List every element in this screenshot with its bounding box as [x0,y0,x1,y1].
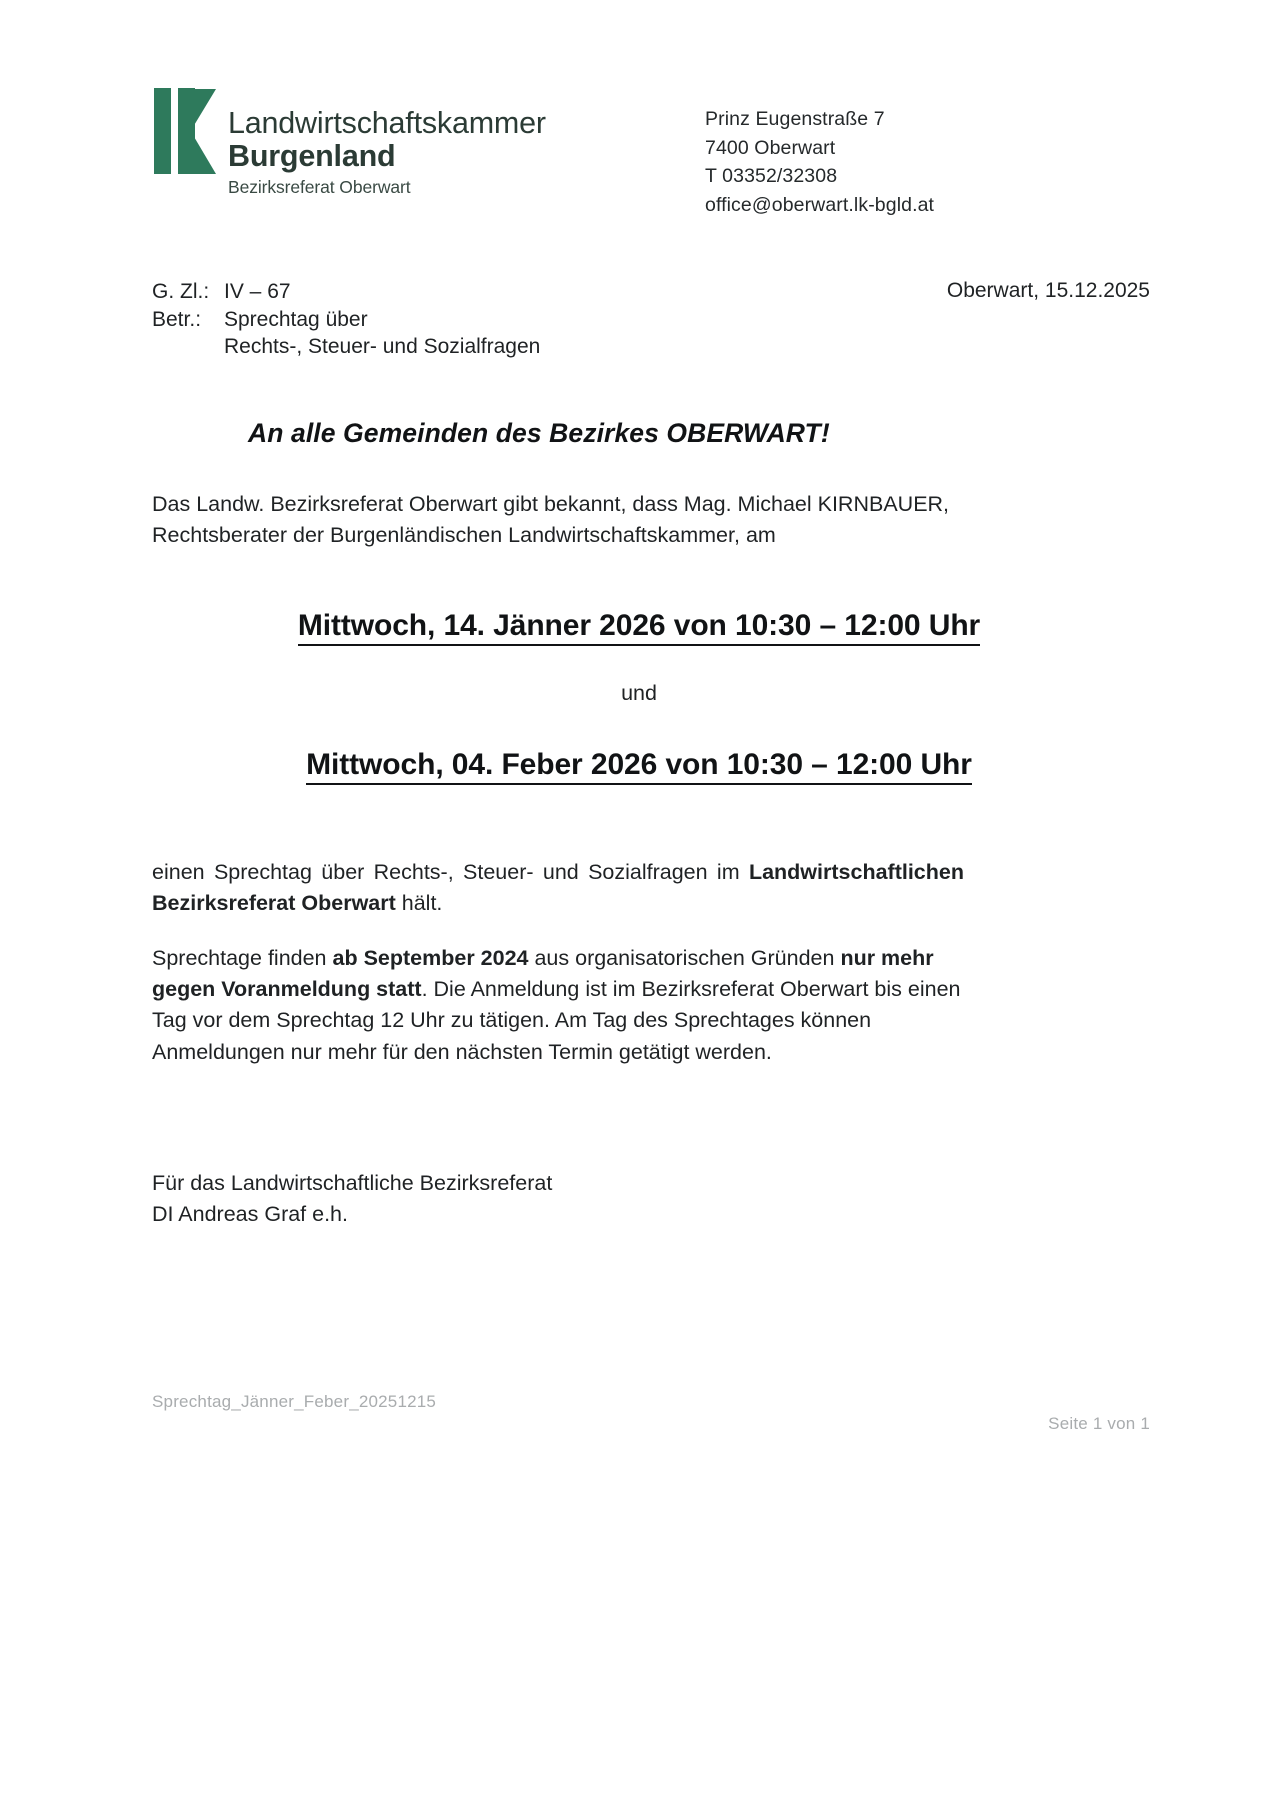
body-p2-text-2: aus organisatorischen Gründen [528,946,841,970]
body-p1-text-1: einen Sprechtag über Rechts-, Steuer- und Sozialfragen im [152,860,749,884]
body-p1-text-2: hält. [395,891,443,916]
reference-number-label: G. Zl.: [152,280,210,303]
logo-line-2: Burgenland [228,138,396,173]
logo-wordmark [228,88,546,197]
intro-line-2: Rechtsberater der Burgenländischen Landwirtschaftskammer, am [152,523,776,548]
organization-logo [152,88,546,197]
address-street: Prinz Eugenstraße 7 [705,108,885,130]
signature-block [152,1168,552,1229]
conjunction-und: und [621,681,657,705]
subject-line-1: Sprechtag über [224,307,368,331]
subject-label: Betr.: [152,307,202,331]
body-p1-bold-1: Landwirtschaftlichen Bezirksreferat Oberwart [152,860,964,916]
address-phone: T 03352/32308 [705,165,838,188]
appointment-date-2-text: Mittwoch, 04. Feber 2026 von 10:30 – 12:00 Uhr [306,748,972,785]
subject-row [152,306,540,334]
reference-number-row [152,278,540,306]
body-paragraph-1 [152,857,964,919]
place-and-date: Oberwart, 15.12.2025 [946,279,1150,302]
body-paragraph-2 [152,943,964,1068]
letter-title: An alle Gemeinden des Bezirkes OBERWART! [248,418,830,448]
appointment-date-1-text: Mittwoch, 14. Jänner 2026 von 10:30 – 12:00 Uhr [298,609,980,646]
reference-block [152,278,540,361]
logo-line-1: Landwirtschaftskammer [228,106,546,140]
footer-pagination: Seite 1 von 1 [1048,1414,1150,1433]
body-p2-text-1: Sprechtage finden [152,946,333,970]
signature-line-2: DI Andreas Graf e.h. [152,1201,348,1226]
signature-line-1: Für das Landwirtschaftliche Bezirksreferat [152,1171,553,1195]
letterhead [0,88,1278,216]
body-p2-bold-1: ab September 2024 [332,946,529,970]
body-p2-bold-2: nur mehr gegen Voranmeldung statt [152,946,934,1002]
address-city: 7400 Oberwart [705,136,836,159]
subject-line-2: Rechts-, Steuer- und Sozialfragen [224,335,541,359]
contact-address-block [705,105,934,220]
appointment-date-1 [0,609,1278,643]
lk-logo-icon [152,88,216,174]
body-p2-text-3: . Die Anmeldung ist im Bezirksreferat Oberwart bis einen Tag vor dem Sprechtag 12 Uhr zu tätigen. Am Tag des Sprechtages können Anmeldungen nur mehr für den nächsten Termin getätigt werden. [152,977,961,1064]
intro-line-1: Das Landw. Bezirksreferat Oberwart gibt bekannt, dass Mag. Michael KIRNBAUER, [152,492,950,516]
reference-number-value: IV – 67 [224,280,291,303]
address-email: office@oberwart.lk-bgld.at [705,193,935,216]
intro-paragraph [152,489,964,551]
appointment-date-2 [0,748,1278,782]
footer-filename: Sprechtag_Jänner_Feber_20251215 [152,1392,437,1411]
logo-line-3: Bezirksreferat Oberwart [228,177,411,197]
